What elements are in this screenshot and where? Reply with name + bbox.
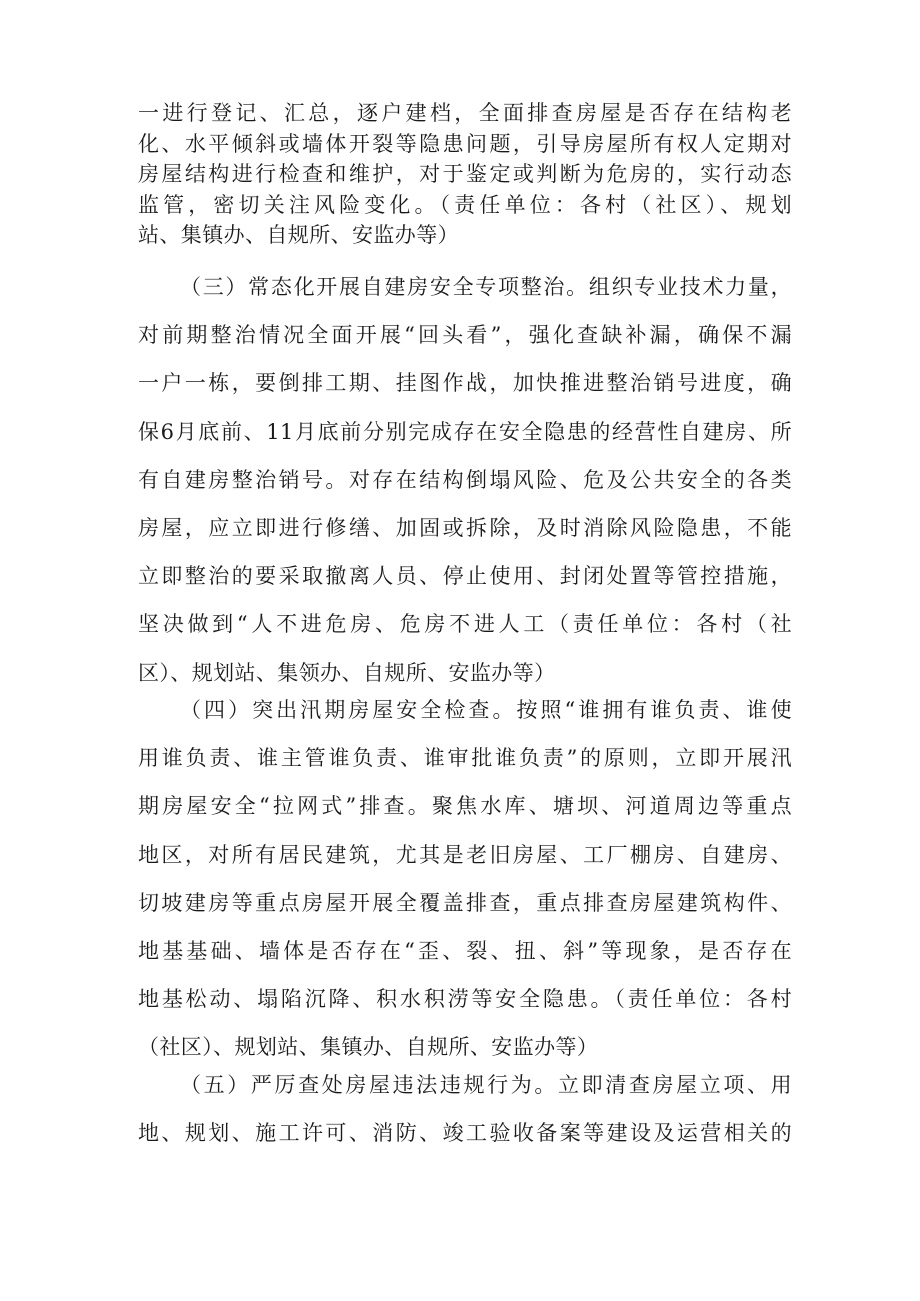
text-line: 化、水平倾斜或墙体开裂等隐患问题，引导房屋所有权人定期对	[138, 131, 792, 156]
paragraph-section-3	[138, 263, 792, 697]
text-line: 站、集镇办、自规所、安监办等）	[138, 223, 459, 247]
text-line: （三）常态化开展自建房安全专项整治。组织专业技术力量，	[180, 275, 792, 299]
text-line: （社区）、规划站、集镇办、自规所、安监办等）	[138, 1035, 599, 1060]
text-line: 房屋结构进行检查和维护，对于鉴定或判断为危房的，实行动态	[138, 162, 792, 186]
text-line: 有自建房整治销号。对存在结构倒塌风险、危及公共安全的各类	[138, 467, 792, 492]
text-line: （四）突出汛期房屋安全检查。按照“谁拥有谁负责、谁使	[180, 698, 792, 722]
text-line: 地、规划、施工许可、消防、竣工验收备案等建设及运营相关的	[138, 1121, 792, 1146]
text-line: 地区，对所有居民建筑，尤其是老旧房屋、工厂棚房、自建房、	[138, 842, 792, 867]
text-line: 一户一栋，要倒排工期、挂图作战，加快推进整治销号进度，确	[138, 371, 792, 396]
text-line: 区）、规划站、集领办、自规所、安监办等）	[138, 660, 556, 685]
text-line: 地基松动、塌陷沉降、积水积涝等安全隐患。（责任单位：各村	[138, 987, 792, 1012]
paragraph-continuation	[138, 98, 792, 251]
text-line: 坚决做到“人不进危房、危房不进人工（责任单位：各村（社	[138, 612, 792, 637]
paragraph-section-4	[138, 686, 792, 1072]
text-line: 期房屋安全“拉网式”排查。聚焦水库、塘坝、河道周边等重点	[138, 794, 792, 819]
text-line: 一进行登记、汇总，逐户建档，全面排查房屋是否存在结构老	[138, 101, 792, 125]
text-line: 监管，密切关注风险变化。（责任单位：各村（社区）、规划	[138, 192, 792, 217]
text-line: 立即整治的要采取撤离人员、停止使用、封闭处置等管控措施，	[138, 564, 792, 589]
text-line: 保6月底前、11月底前分别完成存在安全隐患的经营性自建房、所	[138, 419, 792, 444]
text-line: 切坡建房等重点房屋开展全覆盖排查，重点排查房屋建筑构件、	[138, 890, 792, 915]
text-line: 对前期整治情况全面开展“回头看”，强化查缺补漏，确保不漏	[138, 323, 792, 348]
text-line: 房屋，应立即进行修缮、加固或拆除，及时消除风险隐患，不能	[138, 516, 792, 541]
text-line: （五）严厉查处房屋违法违规行为。立即清查房屋立项、用	[180, 1073, 792, 1097]
paragraph-section-5	[138, 1061, 792, 1157]
text-line: 用谁负责、谁主管谁负责、谁审批谁负责”的原则，立即开展汛	[138, 746, 792, 771]
text-line: 地基基础、墙体是否存在“歪、裂、扭、斜”等现象，是否存在	[138, 939, 792, 964]
